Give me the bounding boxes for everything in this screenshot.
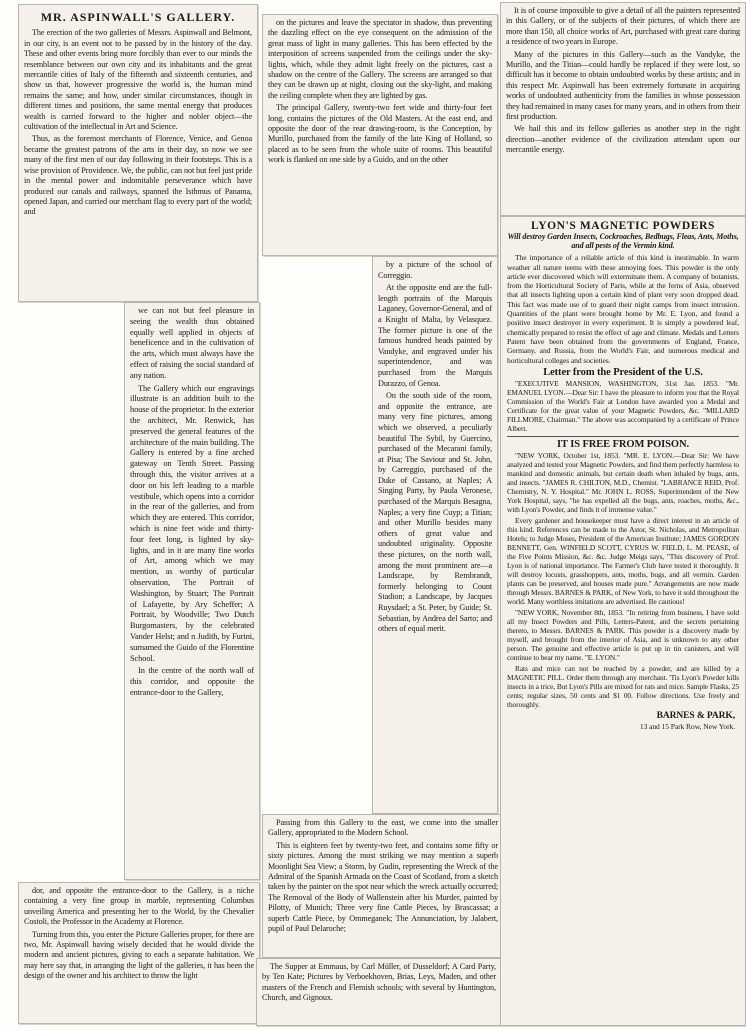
article-paragraph: This is eighteen feet by twenty-two feet, and contains some fifty or sixty pictures. Among the most striking we may mention a superb Moonlight Sea View; a Storm, by Gudin, representing the Wreck of the Admiral of the Spanish Armada on the Coast of Scotland, from a sketch taken by the painter on the spot near which the wreck actually occurred; The Removal of the Body of Wallenstein after his Murder, painted by Pilotty, of Munich; Three very fine Cattle Pieces, by Brascassat; a superb Cattle Piece, by Ommeganek; The Annunciation, by Jalabert, pupil of Paul Delaroche;: [268, 840, 498, 934]
ad-title: LYON'S MAGNETIC POWDERS: [531, 220, 715, 232]
article-clipping-col2-top: [262, 14, 498, 256]
ad-signature: BARNES & PARK,: [656, 711, 735, 722]
ad-subtitle: Will destroy Garden Insects, Cockroaches, Bedbugs, Fleas, Ants, Moths, and all pests of the Vermin kind.: [507, 232, 739, 251]
article-clipping-col3-top: [500, 2, 746, 216]
ad-address: 13 and 15 Park Row, New York.: [639, 721, 735, 731]
article-clipping-col2-end: [256, 958, 502, 1026]
article-clipping-col1-bottom: [18, 882, 260, 1024]
ad-paragraph: Every gardener and housekeeper must have a direct interest in an article of this kind. References can be made to the Astor, St. Nicholas, and Metropolitan Hotels; to Judge Moses, President of the American Institute; JAMES GORDON BENNETT, Gen. WINFIELD SCOTT, CYRUS W. FIELD, L. M. PEASE, of the Five Points Mission, &c. &c. Judge Meigs says, "This discovery of Prof. Lyon is of national importance. The Farmer's Club have tested it thoroughly. It will destroy locusts, grasshoppers, ants, moths, bugs, and all vermin. Garden plants can be preserved, and houses made pure." Arrangements are now made through Messrs. BARNES & PARK, of New York, to have it sold throughout the world. Many worthless imitations are advertised. Be cautious!: [507, 516, 739, 607]
ad-paragraph: The importance of a reliable article of this kind is inestimable. In warm weather all nature teems with these annoying foes. This powder is the only article ever discovered which will exterminate them. A company of botanists, from the Horticultural Society of Paris, while at the ferns of Asia, observed that all insects lighting upon a certain kind of plant very soon dropped dead. This fact was made use of to guard their night camps from insect intrusion. Quantities of the plant were brought home by Mr. E. Lyon, and found a positive insect destroyer in every experiment. It is simply a powdered leaf, chemically prepared to resist the effect of age and climate. Medals and Letters Patent have been obtained from the governments of England, France, Germany, and Russia, from the World's Fair, and numerous medical and horticultural colleges and societies.: [507, 253, 739, 365]
ad-divider: [507, 436, 739, 437]
ad-letter-heading: Letter from the President of the U.S.: [543, 366, 703, 378]
ad-poison-heading: IT IS FREE FROM POISON.: [557, 439, 689, 451]
article-paragraph: At the opposite end are the full-length portraits of the Marquis Laganey, Governor-General, and of a Knight of Malta, by Velasquez. The former picture is one of the famous hundred heads painted by Vandyke, and engraved under his superintendence, and was purchased from the Marquis Durazzo, of Genoa.: [378, 283, 492, 388]
article-paragraph: Passing from this Gallery to the east, we come into the smaller Gallery, appropriated to the Modern School.: [268, 818, 498, 838]
article-paragraph: We hail this and its fellow galleries as another step in the right direction—another evidence of the civilization attendant upon our mercantile energy.: [506, 124, 740, 155]
article-paragraph: we can not but feel pleasure in seeing the wealth thus obtained equally well applied in objects of beneficence and in the cultivation of the arts, which must always have the effect of raising the social standard of any nation.: [130, 306, 254, 380]
article-paragraph: In the centre of the north wall of this corridor, and opposite the entrance-door to the Gallery,: [130, 666, 254, 697]
article-paragraph: The Supper at Emmaus, by Carl Müller, of Dusseldorf; A Card Party, by Ten Kate; Pictures by Verboekhoven, Brias, Leys, Maden, and other masters of the French and Flemish schools; with several by Huntington, Church, and Gignoux.: [262, 962, 496, 1003]
article-paragraph: dor, and opposite the entrance-door to the Gallery, is a niche containing a very fine group in marble, representing Columbus unveiling America and presenting her to the World, by the Chevalier Costoli, the Professor in the Academy at Florence.: [24, 886, 254, 927]
article-clipping-col1-mid: [124, 302, 260, 880]
article-paragraph: The principal Gallery, twenty-two feet wide and thirty-four feet long, contains the pictures of the Old Masters. At the east end, and opposite the door of the rear drawing-room, is the Conception, by Murillo, purchased from the family of the late King of Holland, so placed as to be seen from the whole suite of rooms. This beautiful work is flanked on one side by a Guido, and on the other: [268, 103, 492, 165]
advertisement-clipping: [500, 216, 746, 1026]
article-paragraph: It is of course impossible to give a detail of all the painters represented in this Gallery, or of the subjects of their pictures, of which there are more than 150, all choice works of Art, purchased with great care during a residence of two years in Europe.: [506, 6, 740, 47]
article-title: MR. ASPINWALL'S GALLERY.: [40, 10, 236, 24]
article-paragraph: Turning from this, you enter the Picture Galleries proper, for there are two, Mr. Aspinwall having wisely decided that he would divide the modern and ancient pictures, giving to each a separate habitation. We may here say that, in arranging the light of the galleries, it has been the design of the owner and his architect to throw the light: [24, 929, 254, 981]
article-paragraph: on the pictures and leave the spectator in shadow, thus preventing the dazzling effect on the eye consequent on the admission of the great mass of light in many galleries. This has been effected by the interposition of screens suspended from the ceilings under the sky-lights, which, while they admit light freely on the pictures, cast a shadow on the centre of the Gallery. The screens are arranged so that they can be drawn up at night, closing out the sky-light, and making the ceiling complete when they are lighted by gas.: [268, 18, 492, 100]
article-clipping-col1-top: [18, 4, 258, 302]
ad-paragraph: "EXECUTIVE MANSION, WASHINGTON, 31st Jan. 1853. "Mr. EMANUEL LYON.—Dear Sir: I have the pleasure to inform you that the Royal Commission of the World's Fair at London have awarded you a Medal and Certificate for the great value of your Magnetic Powders, &c. "MILLARD FILLMORE, Chairman." The above was accompanied by a certificate of Prince Albert.: [507, 379, 739, 434]
article-paragraph: The erection of the two galleries of Messrs. Aspinwall and Belmont, in our city, is an event not to be passed by in the history of the day. These and other events bring more forcibly than ever to our minds the resemblance between our own city and its inhabitants and the great mercantile cities of Italy of the fifteenth and sixteenth centuries, and show us that, however progressive the world is, the human mind remains the same; and how, under similar circumstances, though in different times and positions, the same mental energy that produces wealth is carried forward to the higher and nobler object—the cultivation of the intellectual in Art and Science.: [24, 28, 252, 132]
ad-paragraph: "NEW YORK, October 1st, 1853. "MR. E. LYON.—Dear Sir: We have analyzed and tested your Magnetic Powders, and find them perfectly harmless to mankind and domestic animals, but certain death when inhaled by bugs, ants, and insects. "JAMES R. CHILTON, M.D., Chemist. "LABRANCE REID, Prof. Chemistry, N. Y. Hospital." Mr. JOHN L. ROSS, Superintendent of the New York Hospital, says, "he has expelled all the bugs, ants, roaches, moths, &c., with Lyon's Powder, and finds it of immense value.": [507, 451, 739, 515]
article-paragraph: Thus, as the foremost merchants of Florence, Venice, and Genoa became the greatest patrons of the arts in their day, so now we see many of the first men of our day following in their footsteps. This is a wise provision of Providence. We, the public, can not but feel just pride in the mental power and indomitable perseverance which have produced our canals and railways, spanned the Isthmus of Panama, opened Japan, and carried our merchant flag to every part of the world; and: [24, 134, 252, 217]
ad-paragraph: Rats and mice can not be reached by a powder, and are killed by a MAGNETIC PILL. Order them through any merchant. 'Tis Lyon's Powder kills insects in a trice, But Lyon's Pills are mixed for rats and mice. Sample Flasks, 25 cents; regular sizes, 50 cents and $1 00. Follow directions. Use freely and thoroughly.: [507, 664, 739, 710]
article-paragraph: by a picture of the school of Correggio.: [378, 260, 492, 280]
article-clipping-col2-mid: [372, 256, 498, 814]
ad-paragraph: "NEW YORK, November 8th, 1853. "In retiring from business, I have sold all my Insect Powders and Pills, Letters-Patent, and the secrets pertaining thereto, to Messrs. BARNES & PARK. This powder is a discovery made by myself, and brought from the interior of Asia, and is unknown to any other person. The genuine and effective article is put up in tin canisters, and will continue to bear my name. "E. LYON.": [507, 608, 739, 663]
article-paragraph: The Gallery which our engravings illustrate is an addition built to the house of the proprietor. In the exterior the architect, Mr. Renwick, has preserved the general features of the architecture of the main building. The Gallery is entered by a fine arched gateway on Tenth Street. Passing through this, the visitor arrives at a door on his left leading to a marble vestibule, which opens into a corridor in the rear of the galleries, and from which they are entered. This corridor, which is nine feet wide and thirty-four feet long, is lighted by sky-lights, and in it are many fine works of Art, among which we may mention, as worthy of particular observation, The Portrait of Washington, by Stuart; The Portrait of Lafayette, by Ary Scheffer; A Portrait, by Woodville; Two Dutch Burgomasters, by the celebrated Vander Helst; and n Judith, by Furini, surnamed the Guido of the Florentine School.: [130, 383, 254, 663]
article-clipping-col2-bottom: [262, 814, 504, 958]
article-paragraph: Many of the pictures in this Gallery—such as the Vandyke, the Murillo, and the Titian—could hardly be replaced if they were lost, so difficult has it become to obtain undoubted works by these artists; and in this respect Mr. Aspinwall has been extremely fortunate in acquiring works of undoubted authenticity from the families in whose possession they had remained in many cases for many years, and in others from their first production.: [506, 49, 740, 122]
article-paragraph: On the south side of the room, and opposite the entrance, are many very fine pictures, among which we observed, a peculiarly beautiful The Sybil, by Guercino, purchased of the Mecarani family, at Pisa; The Saviour and St. John, by Carreggio, purchased of the Duke of Cassano, at Naples; A Singing Party, by Paula Veronese, purchased of the Marquis Besagna, Naples; a very fine Cuyp; a Titian; and other Murillo besides many others of great value and undoubted originality. Opposite these pictures, on the north wall, among the most prominent are—a Landscape, by Rembrandt, formerly belonging to Count Stadion; a Landscape, by Jacques Ruysdael; a St. Peter, by Guide; St. Sebastian, by Andrea del Sarto; and others of equal merit.: [378, 391, 492, 634]
